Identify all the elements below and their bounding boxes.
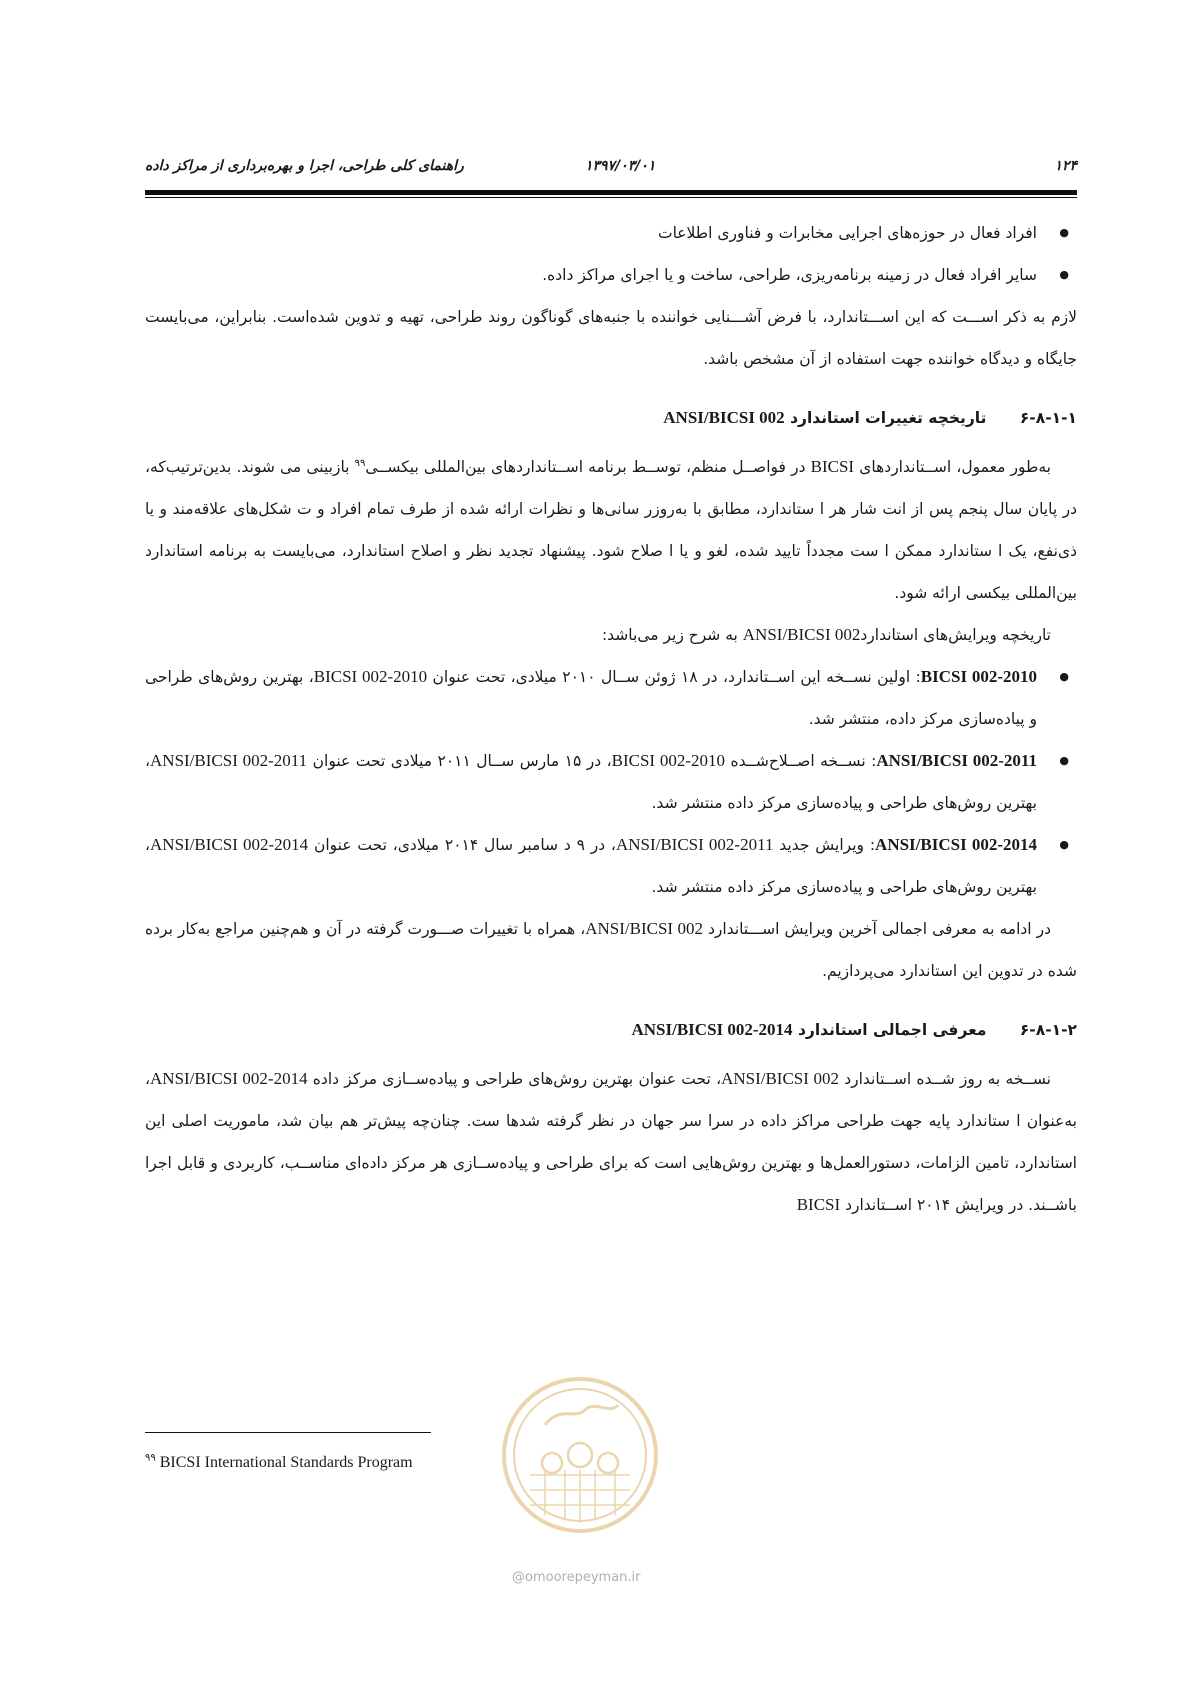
text-run-latin: BICSI 002-2010: [611, 751, 726, 770]
text-run: ، همراه با تغییرات صـــورت گرفته در آن و هم‌چنین مراجع به‌کار برده شده در تدوین این استاندارد می‌پردازیم.: [145, 920, 1077, 980]
header-date: ۱۳۹۷/۰۳/۰۱: [585, 158, 656, 174]
seal-logo: [500, 1375, 660, 1535]
text-run-latin: ANSI/BICSI 002: [585, 919, 703, 938]
overview-paragraph: [145, 1058, 1077, 1226]
page-body: [145, 212, 1077, 1226]
header-rule-thin: [145, 197, 1077, 198]
section-heading-1: [145, 396, 1077, 440]
text-run-latin: BICSI 002-2010: [313, 667, 428, 686]
list-item: ● افراد فعال در حوزه‌های اجرایی مخابرات و فناوری اطلاعات: [145, 212, 1077, 254]
text-run: ، در ۱۵ مارس ســال ۲۰۱۱ میلادی تحت عنوان: [307, 752, 612, 770]
version-code: BICSI 002-2010: [920, 667, 1038, 686]
seal-grid: [530, 1470, 630, 1523]
footnote: [145, 1454, 413, 1472]
version-code: ANSI/BICSI 002-2011: [876, 751, 1037, 770]
text-run-latin: ANSI/BICSI 002: [721, 1069, 839, 1088]
footnote-text: BICSI International Standards Program: [159, 1454, 413, 1471]
text-run: در فواصــل منظم، توســط برنامه اســتانداردهای بین‌المللی بیکســی: [365, 458, 806, 476]
list-item: [145, 656, 1077, 740]
seal-calligraphy: [545, 1405, 618, 1425]
text-run-latin: ANSI/BICSI 002: [742, 625, 861, 644]
version-list: [145, 656, 1077, 908]
watermark: @omoorepeyman.ir: [512, 1570, 641, 1585]
text-run: ، در ۹ د سامبر سال ۲۰۱۴ میلادی، تحت عنوان: [308, 836, 616, 854]
text-run-latin: ANSI/BICSI 002-2011: [150, 751, 308, 770]
history-intro-paragraph: [145, 614, 1077, 656]
text-run-latin: ANSI/BICSI 002-2014: [150, 835, 309, 854]
footnote-ref: ۹۹: [354, 457, 366, 469]
header-rule: [145, 190, 1077, 195]
text-run: : نســخه اصــلاح‌شــده: [725, 752, 877, 770]
seal-gear-right: [598, 1453, 618, 1473]
footnote-rule: [145, 1432, 431, 1433]
page-header: [145, 158, 1077, 188]
header-subject: راهنمای کلی طراحی، اجرا و بهره‌برداری از مراکز داده: [145, 158, 464, 174]
text-run: ، بهترین روش‌های طراحی و پیاده‌سازی مرکز داده، منتشر شد.: [145, 668, 1037, 728]
section-title-fa: تاریخچه تغییرات استاندارد: [790, 409, 987, 427]
seal-gear-center: [568, 1443, 592, 1467]
section-title-fa: معرفی اجمالی استاندارد: [797, 1021, 987, 1039]
seal-gear-left: [542, 1453, 562, 1473]
intro-bullet-list: [145, 212, 1077, 296]
text-run-latin: BICSI: [796, 1195, 841, 1214]
section-heading-2: [145, 1008, 1077, 1052]
text-run: : اولین نســخه این اســتاندارد، در ۱۸ ژوئن ســال ۲۰۱۰ میلادی، تحت عنوان: [427, 668, 921, 686]
history-paragraph: [145, 446, 1077, 614]
text-run: ، تحت عنوان بهترین روش‌های طراحی و پیاده‌ســازی مرکز داده: [307, 1070, 722, 1088]
list-item: ● سایر افراد فعال در زمینه برنامه‌ریزی، طراحی، ساخت و یا اجرای مراکز داده.: [145, 254, 1077, 296]
text-run-latin: BICSI: [810, 457, 855, 476]
text-run: تاریخچه ویرایش‌های استاندارد: [860, 626, 1051, 644]
text-run: بازبینی می شوند. بدین‌ترتیب‌که، در پایان سال پنجم پس از انت شار هر ا ستاندارد، مطابق با به‌روزر سانی‌ها و نظرات ارائه شده از طرف تمام افراد و ت شکل‌های علاقه‌مند و یا ذی‌نفع، یک ا ستاندارد ممکن ا ست مجدداً تایید شده، لغو و یا ا صلاح شود. پیشنهاد تجدید نظر و اصلاح استاندارد، می‌بایست به برنامه استاندارد بین‌المللی بیکسی ارائه شود.: [145, 458, 1077, 602]
section-number: ۶-۸-۱-۲: [1019, 1021, 1077, 1039]
footnote-number: ۹۹: [145, 1452, 156, 1464]
list-item: [145, 824, 1077, 908]
text-run-latin: ANSI/BICSI 002-2014: [150, 1069, 308, 1088]
text-run: به‌طور معمول، اســتانداردهای: [859, 458, 1051, 476]
section-title-en: ANSI/BICSI 002-2014: [631, 1020, 793, 1039]
continuation-paragraph: [145, 908, 1077, 992]
page-number: ۱۲۴: [1054, 158, 1077, 174]
text-run: نســخه به روز شــده اســتاندارد: [838, 1070, 1051, 1088]
list-item: [145, 740, 1077, 824]
section-number: ۶-۸-۱-۱: [1019, 409, 1077, 427]
intro-paragraph: لازم به ذکر اســـت که این اســـتاندارد، با فرض آشـــنایی خواننده با جنبه‌های گوناگون روند طراحی، تهیه و تدوین شده‌است. بنابراین، می‌بایست جایگاه و دیدگاه خواننده جهت استفاده از آن مشخص باشد.: [145, 308, 1077, 368]
text-run: ، به‌عنوان ا ستاندارد پایه جهت طراحی مراکز داده در سرا سر جهان در نظر گرفته شدها ست. چنان‌چه پیش‌تر هم بیان شد، ماموریت اصلی این استاندارد، تامین الزامات، دستورالعمل‌ها و بهترین روش‌هایی است که برای طراحی و پیاده‌ســازی هر مرکز داده‌ای مناســب، کاربردی و قابل اجرا باشــند. در ویرایش ۲۰۱۴ اســتاندارد: [145, 1070, 1077, 1214]
text-run: ، بهترین روش‌های طراحی و پیاده‌سازی مرکز داده منتشر شد.: [145, 836, 1037, 896]
text-run: ، بهترین روش‌های طراحی و پیاده‌سازی مرکز داده منتشر شد.: [145, 752, 1037, 812]
section-title-en: ANSI/BICSI 002: [663, 408, 785, 427]
text-run-latin: ANSI/BICSI 002-2011: [615, 835, 774, 854]
text-run: در ادامه به معرفی اجمالی آخرین ویرایش اســـتاندارد: [702, 920, 1052, 938]
text-run: : ویرایش جدید: [773, 836, 876, 854]
version-code: ANSI/BICSI 002-2014: [875, 835, 1037, 854]
text-run: به شرح زیر می‌باشد:: [601, 626, 743, 644]
